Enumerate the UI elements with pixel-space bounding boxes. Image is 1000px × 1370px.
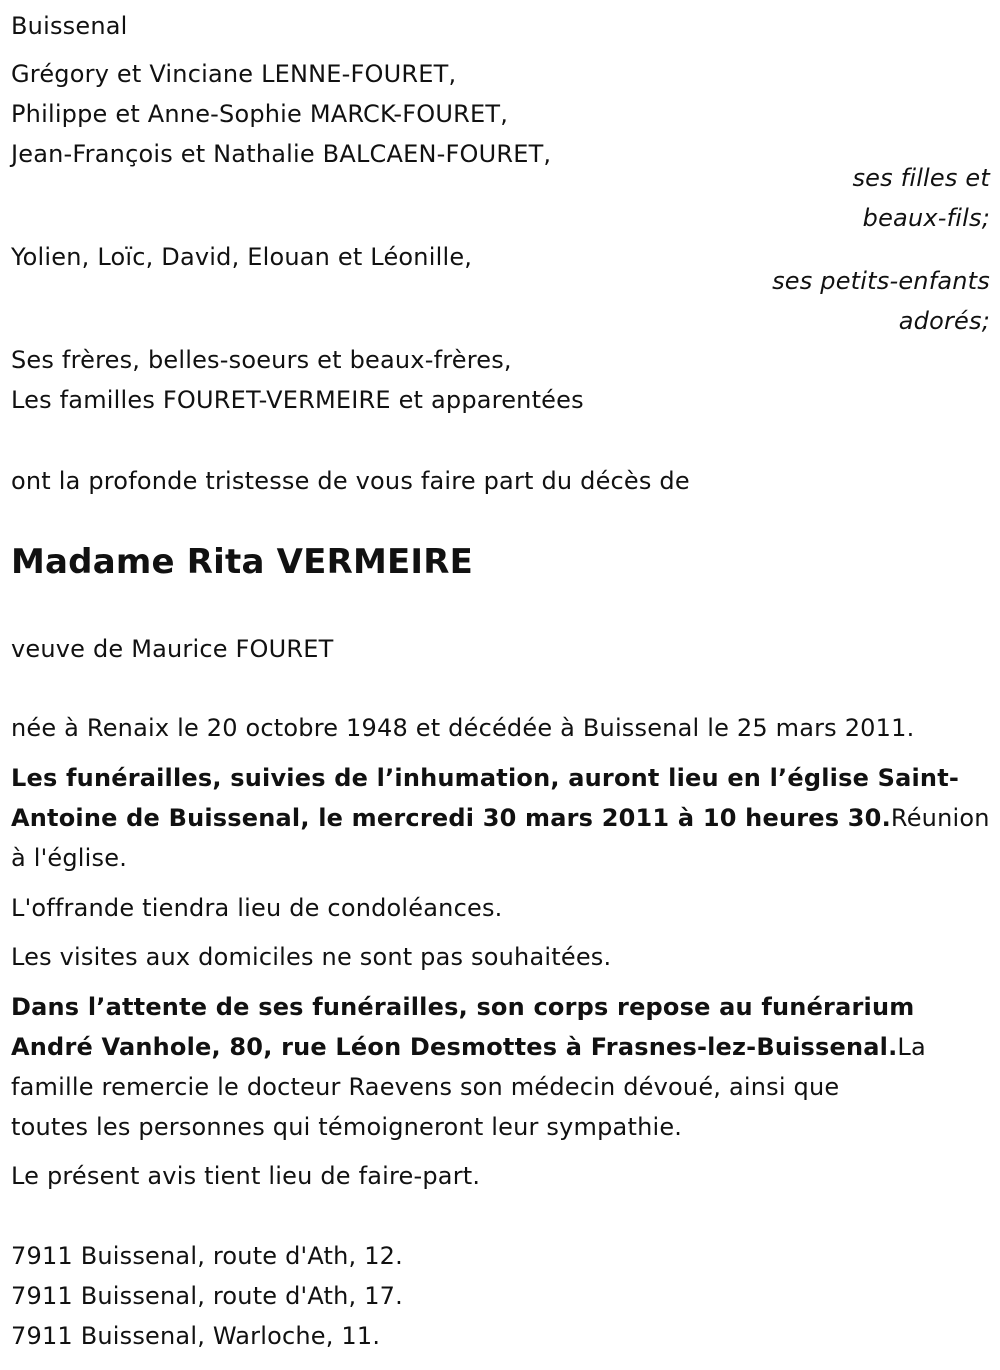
location: Buissenal: [11, 12, 128, 40]
grandchildren-label: ses petits-enfants: [772, 267, 990, 295]
offering: L'offrande tiendra lieu de condoléances.: [11, 894, 503, 922]
family-line: Grégory et Vinciane LENNE-FOURET,: [11, 60, 457, 88]
thanks-line: toutes les personnes qui témoigneront leur sympathie.: [11, 1113, 683, 1141]
relatives-line: Ses frères, belles-soeurs et beaux-frères,: [11, 346, 512, 374]
funeral-line: Les funérailles, suivies de l’inhumation, auront lieu en l’église Saint-: [11, 764, 960, 792]
family-line: Philippe et Anne-Sophie MARCK-FOURET,: [11, 100, 509, 128]
funerarium-bold: André Vanhole, 80, rue Léon Desmottes à Frasnes-lez-Buissenal.: [11, 1033, 898, 1061]
deceased-name: Madame Rita VERMEIRE: [11, 542, 474, 582]
funeral-line: à l'église.: [11, 844, 128, 872]
visits: Les visites aux domiciles ne sont pas souhaitées.: [11, 943, 612, 971]
announcement: ont la profonde tristesse de vous faire part du décès de: [11, 467, 690, 495]
funeral-line: [11, 804, 990, 832]
grandchildren-label: adorés;: [898, 307, 990, 335]
grandchildren: Yolien, Loïc, David, Elouan et Léonille,: [11, 243, 473, 271]
address: 7911 Buissenal, route d'Ath, 12.: [11, 1242, 403, 1270]
funeral-bold: Antoine de Buissenal, le mercredi 30 mars 2011 à 10 heures 30.: [11, 804, 891, 832]
family-line: Jean-François et Nathalie BALCAEN-FOURET,: [11, 140, 552, 168]
funerarium-line: [11, 1033, 926, 1061]
widow-of: veuve de Maurice FOURET: [11, 635, 334, 663]
notice: Le présent avis tient lieu de faire-part.: [11, 1162, 481, 1190]
daughters-label: beaux-fils;: [862, 204, 990, 232]
daughters-label: ses filles et: [852, 164, 990, 192]
address: 7911 Buissenal, route d'Ath, 17.: [11, 1282, 403, 1310]
funerarium-line: Dans l’attente de ses funérailles, son corps repose au funérarium: [11, 993, 915, 1021]
thanks-line: famille remercie le docteur Raevens son médecin dévoué, ainsi que: [11, 1073, 840, 1101]
funerarium-tail: La: [897, 1033, 926, 1061]
relatives-line: Les familles FOURET-VERMEIRE et apparentées: [11, 386, 584, 414]
funeral-tail: Réunion: [890, 804, 990, 832]
address: 7911 Buissenal, Warloche, 11.: [11, 1322, 381, 1350]
birth-death: née à Renaix le 20 octobre 1948 et décédée à Buissenal le 25 mars 2011.: [11, 714, 915, 742]
